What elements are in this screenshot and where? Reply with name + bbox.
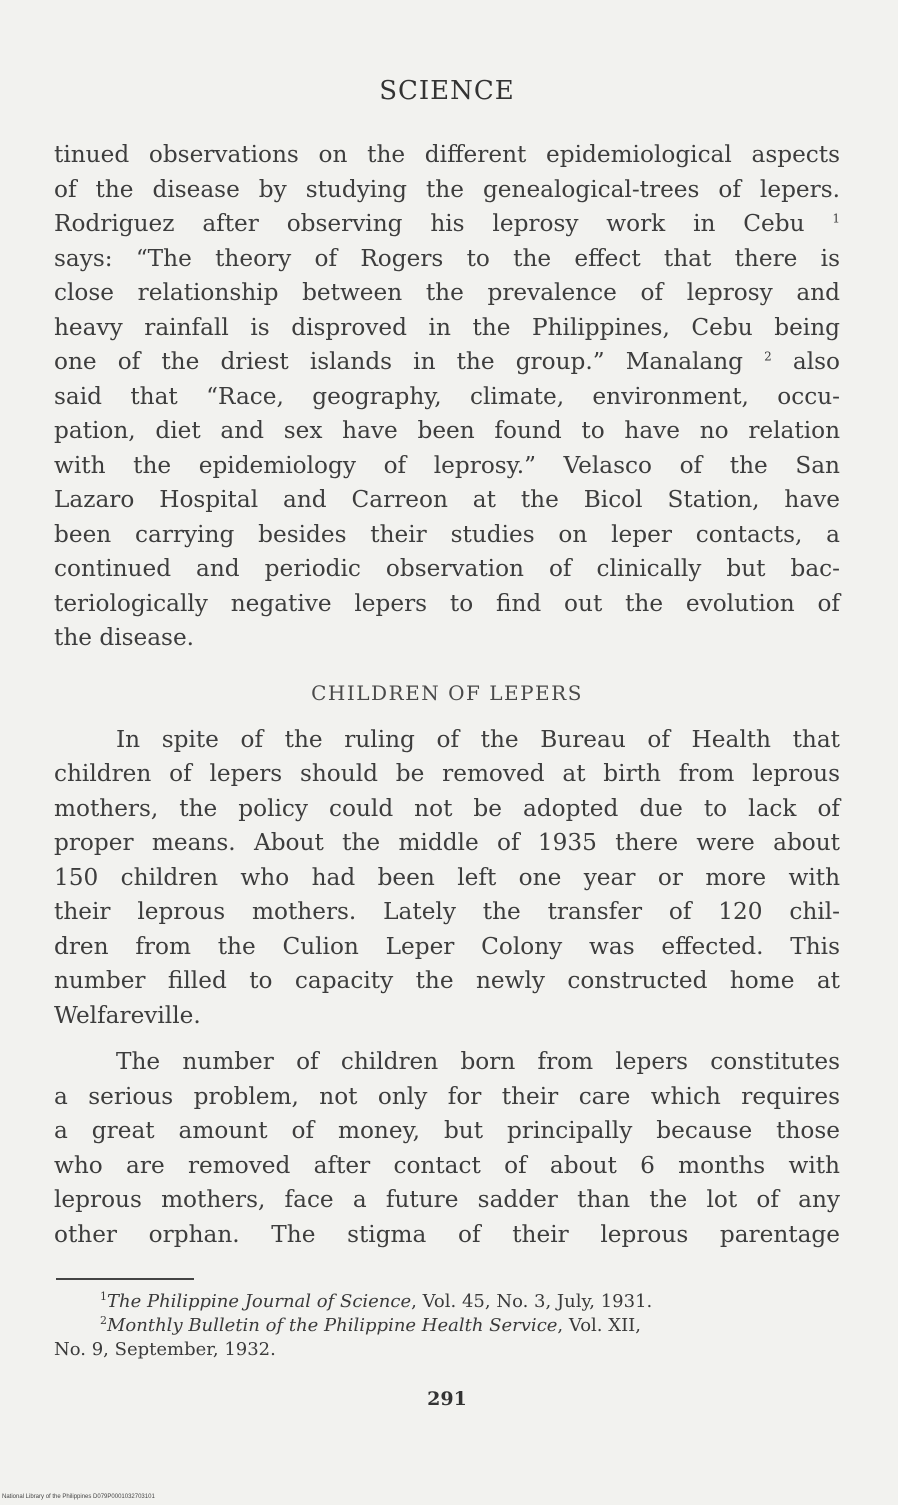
- footnote-2-continuation: No. 9, September, 1932.: [54, 1339, 276, 1360]
- text-line: [54, 207, 840, 242]
- text-line: proper means. About the middle of 1935 there were about: [54, 829, 840, 856]
- text-line: continued and periodic observation of clinically but bac-: [54, 555, 840, 582]
- text-line: said that “Race, geography, climate, environment, occu-: [54, 382, 840, 410]
- footnote-ref: 1: [832, 211, 840, 226]
- footnote-1: [54, 1290, 840, 1314]
- paragraph-gap: [54, 1033, 840, 1045]
- footnote-title: Monthly Bulletin of the Philippine Health Service: [107, 1315, 558, 1336]
- text-segment: one of the driest islands in the group.” Manalang: [54, 348, 744, 375]
- text-line: [54, 345, 840, 380]
- text-segment: Rodriguez after observing his leprosy work in Cebu: [54, 210, 805, 237]
- paragraph-problem: [54, 1045, 840, 1252]
- paragraph-epidemiology: [54, 138, 840, 656]
- text-line: teriologically negative lepers to find out the evolution of: [54, 589, 840, 617]
- footnote-detail: , Vol. XII,: [557, 1315, 642, 1336]
- text-line: 150 children who had been left one year or more with: [54, 863, 840, 891]
- page-number: 291: [427, 1388, 467, 1410]
- text-line: a great amount of money, but principally because those: [54, 1117, 840, 1144]
- running-head: SCIENCE: [379, 76, 515, 106]
- text-line: In spite of the ruling of the Bureau of Health that: [116, 725, 840, 753]
- text-line: a serious problem, not only for their care which requires: [54, 1082, 840, 1110]
- text-line: of the disease by studying the genealogical-trees of lepers.: [54, 175, 840, 203]
- text-line: dren from the Culion Leper Colony was effected. This: [54, 932, 840, 960]
- footnote-detail: , Vol. 45, No. 3, July, 1931.: [411, 1291, 653, 1312]
- text-line: Lazaro Hospital and Carreon at the Bicol Station, have: [54, 486, 840, 513]
- text-line: pation, diet and sex have been found to have no relation: [54, 417, 840, 444]
- text-line: their leprous mothers. Lately the transfer of 120 chil-: [54, 898, 840, 925]
- text-line: number filled to capacity the newly constructed home at: [54, 967, 840, 994]
- text-line: The number of children born from lepers constitutes: [116, 1048, 840, 1075]
- section-heading: CHILDREN OF LEPERS: [311, 680, 583, 705]
- text-line: leprous mothers, face a future sadder than the lot of any: [54, 1186, 840, 1213]
- footnote-rule: [56, 1278, 194, 1280]
- scan-credit: National Library of the Philippines D079P0001032703101: [2, 1494, 155, 1500]
- footnote-mark: 2: [100, 1314, 107, 1327]
- text-line: tinued observations on the different epidemiological aspects: [54, 141, 840, 168]
- text-line: Welfareville.: [54, 1001, 201, 1029]
- footnote-mark: 1: [100, 1290, 107, 1303]
- text-line: been carrying besides their studies on leper contacts, a: [54, 520, 840, 548]
- text-line: the disease.: [54, 624, 195, 651]
- page-content: [54, 0, 840, 1505]
- paragraph-children-of-lepers: [54, 723, 840, 1034]
- text-line: who are removed after contact of about 6 months with: [54, 1151, 840, 1179]
- text-segment: also: [771, 348, 840, 375]
- footnote-ref: 2: [764, 349, 772, 364]
- body-text: [54, 138, 840, 1252]
- footnote-2: [54, 1314, 840, 1338]
- text-line: mothers, the policy could not be adopted due to lack of: [54, 794, 840, 822]
- text-line: close relationship between the prevalence of leprosy and: [54, 279, 840, 306]
- text-line: with the epidemiology of leprosy.” Velasco of the San: [54, 451, 840, 479]
- footnotes: [54, 1290, 840, 1362]
- text-line: other orphan. The stigma of their leprous parentage: [54, 1220, 840, 1248]
- text-line: heavy rainfall is disproved in the Philippines, Cebu being: [54, 313, 840, 341]
- footnote-title: The Philippine Journal of Science: [107, 1291, 412, 1312]
- text-line: children of lepers should be removed at birth from leprous: [54, 760, 840, 787]
- text-line: says: “The theory of Rogers to the effect that there is: [54, 244, 840, 272]
